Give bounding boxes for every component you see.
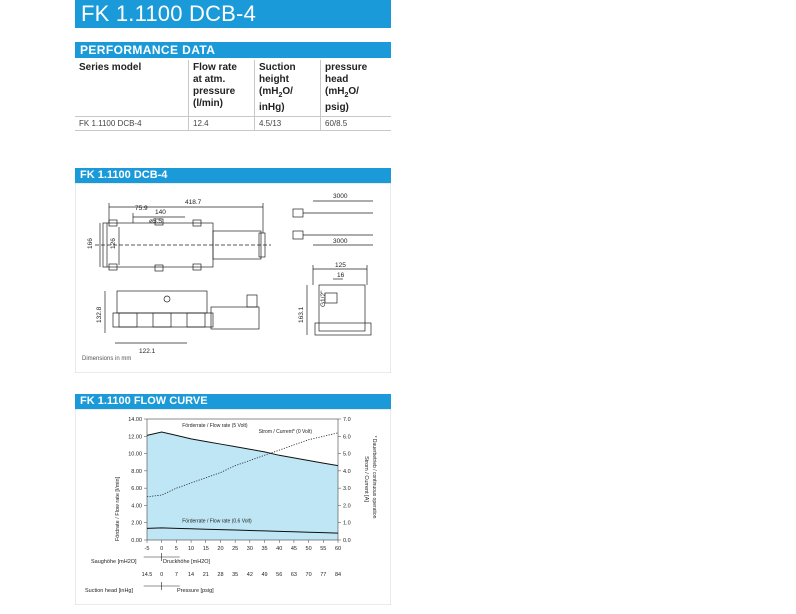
table-row bbox=[75, 117, 391, 131]
dim-cable-bottom: 3000 bbox=[333, 238, 348, 245]
x-tick-label: 5 bbox=[174, 546, 178, 552]
performance-table bbox=[75, 60, 391, 131]
col-flow-rate: Flow rate at atm. pressure (l/min) bbox=[189, 60, 255, 117]
x2-tick-label: 56 bbox=[276, 572, 283, 578]
table-header-row bbox=[75, 60, 391, 117]
x2-tick-label: 0 bbox=[160, 572, 164, 578]
dim-length: 418.7 bbox=[185, 199, 202, 206]
left-tick-label: 14.00 bbox=[128, 417, 142, 423]
col-series-model: Series model bbox=[75, 60, 189, 117]
x1-left-label: Saughöhe [mH2O] bbox=[91, 559, 137, 565]
left-tick-label: 12.00 bbox=[128, 434, 142, 441]
x2-tick-label: 14.5 bbox=[141, 572, 153, 578]
label-flow-06v: Förderrate / Flow rate (0.6 Volt) bbox=[182, 518, 252, 525]
x2-tick-label: 77 bbox=[320, 572, 327, 578]
x-tick-label: 60 bbox=[334, 546, 342, 552]
left-tick-label: 0.00 bbox=[131, 538, 142, 544]
cell-flow: 12.4 bbox=[189, 117, 255, 131]
flow-curve-chart bbox=[75, 409, 391, 605]
right-tick-label: 5.0 bbox=[343, 451, 351, 458]
x-tick-label: -5 bbox=[144, 546, 150, 552]
x-tick-label: 45 bbox=[290, 546, 297, 552]
right-axis-note: * Dauerbetrieb / continuous operation bbox=[371, 435, 377, 519]
x-tick-label: 10 bbox=[188, 546, 195, 552]
page-title: FK 1.1100 DCB-4 bbox=[81, 1, 257, 26]
x-tick-label: 20 bbox=[217, 546, 224, 552]
right-tick-label: 3.0 bbox=[343, 486, 351, 493]
cell-model: FK 1.1100 DCB-4 bbox=[75, 117, 189, 131]
dim-thread: G1/2" bbox=[320, 290, 327, 307]
x-tick-label: 25 bbox=[232, 546, 239, 552]
x2-tick-label: 21 bbox=[202, 572, 209, 578]
dim-132: 132.8 bbox=[96, 306, 103, 323]
x-tick-label: 40 bbox=[276, 546, 283, 552]
x2-tick-label: 28 bbox=[217, 572, 224, 578]
curve-heading: FK 1.1100 FLOW CURVE bbox=[75, 394, 391, 409]
right-tick-label: 7.0 bbox=[343, 417, 351, 423]
x-tick-label: 55 bbox=[320, 546, 327, 552]
dim-16: 16 bbox=[337, 272, 345, 279]
title-banner bbox=[75, 0, 391, 28]
dim-163: 163.1 bbox=[298, 306, 305, 323]
dim-cable-top: 3000 bbox=[333, 193, 348, 200]
x2-tick-label: 7 bbox=[174, 572, 178, 578]
dim-122: 122.1 bbox=[139, 348, 156, 355]
right-axis-label: Strom / Current [A] bbox=[363, 456, 369, 502]
x2-tick-label: 42 bbox=[246, 572, 253, 578]
right-tick-label: 0.0 bbox=[343, 538, 351, 544]
left-tick-label: 10.00 bbox=[128, 451, 142, 458]
dim-166: 166 bbox=[87, 238, 94, 249]
dim-75: 75.9 bbox=[135, 205, 148, 212]
right-tick-label: 4.0 bbox=[343, 468, 351, 475]
cell-pressure: 60/8.5 bbox=[321, 117, 392, 131]
dim-hole: ø5.5 bbox=[149, 218, 163, 225]
dim-126: 126 bbox=[110, 238, 117, 249]
dimensions-note: Dimensions in mm bbox=[82, 356, 132, 362]
x1-right-label: Druckhöhe [mH2O] bbox=[163, 559, 211, 565]
right-tick-label: 1.0 bbox=[343, 520, 351, 527]
x-tick-label: 15 bbox=[202, 546, 209, 552]
cell-suction: 4.5/13 bbox=[255, 117, 321, 131]
x-tick-label: 35 bbox=[261, 546, 268, 552]
left-tick-label: 2.00 bbox=[131, 520, 142, 527]
x2-tick-label: 14 bbox=[188, 572, 195, 578]
dim-125: 125 bbox=[335, 262, 346, 269]
x2-tick-label: 35 bbox=[232, 572, 239, 578]
right-tick-label: 2.0 bbox=[343, 503, 351, 510]
x2-tick-label: 49 bbox=[261, 572, 268, 578]
col-pressure-head: pressure head ($mH_2O/$ psig) bbox=[325, 62, 368, 113]
col-suction-height: Suction height ($mH_2O/$ inHg) bbox=[255, 60, 321, 117]
left-tick-label: 4.00 bbox=[131, 503, 142, 510]
x-tick-label: 50 bbox=[305, 546, 312, 552]
x-tick-label: 0 bbox=[160, 546, 164, 552]
left-tick-label: 8.00 bbox=[131, 468, 142, 475]
right-tick-label: 6.0 bbox=[343, 434, 351, 441]
performance-heading: PERFORMANCE DATA bbox=[75, 42, 391, 58]
left-tick-label: 6.00 bbox=[131, 486, 142, 493]
x2-tick-label: 63 bbox=[290, 572, 297, 578]
drawing-heading: FK 1.1100 DCB-4 bbox=[75, 168, 391, 183]
label-current: Strom / Current* (0 Volt) bbox=[258, 428, 313, 435]
x2-right-label: Pressure [psig] bbox=[177, 588, 214, 594]
label-flow-5v: Förderrate / Flow rate (5 Volt) bbox=[182, 422, 248, 429]
dim-140: 140 bbox=[155, 209, 166, 216]
x2-left-label: Suction head [inHg] bbox=[85, 588, 134, 594]
x2-tick-label: 84 bbox=[334, 572, 342, 578]
x2-tick-label: 70 bbox=[305, 572, 312, 578]
x-tick-label: 30 bbox=[246, 546, 253, 552]
left-axis-label: Fördrate / Flow rate [l/min] bbox=[115, 476, 121, 542]
dimension-drawing bbox=[75, 183, 391, 373]
